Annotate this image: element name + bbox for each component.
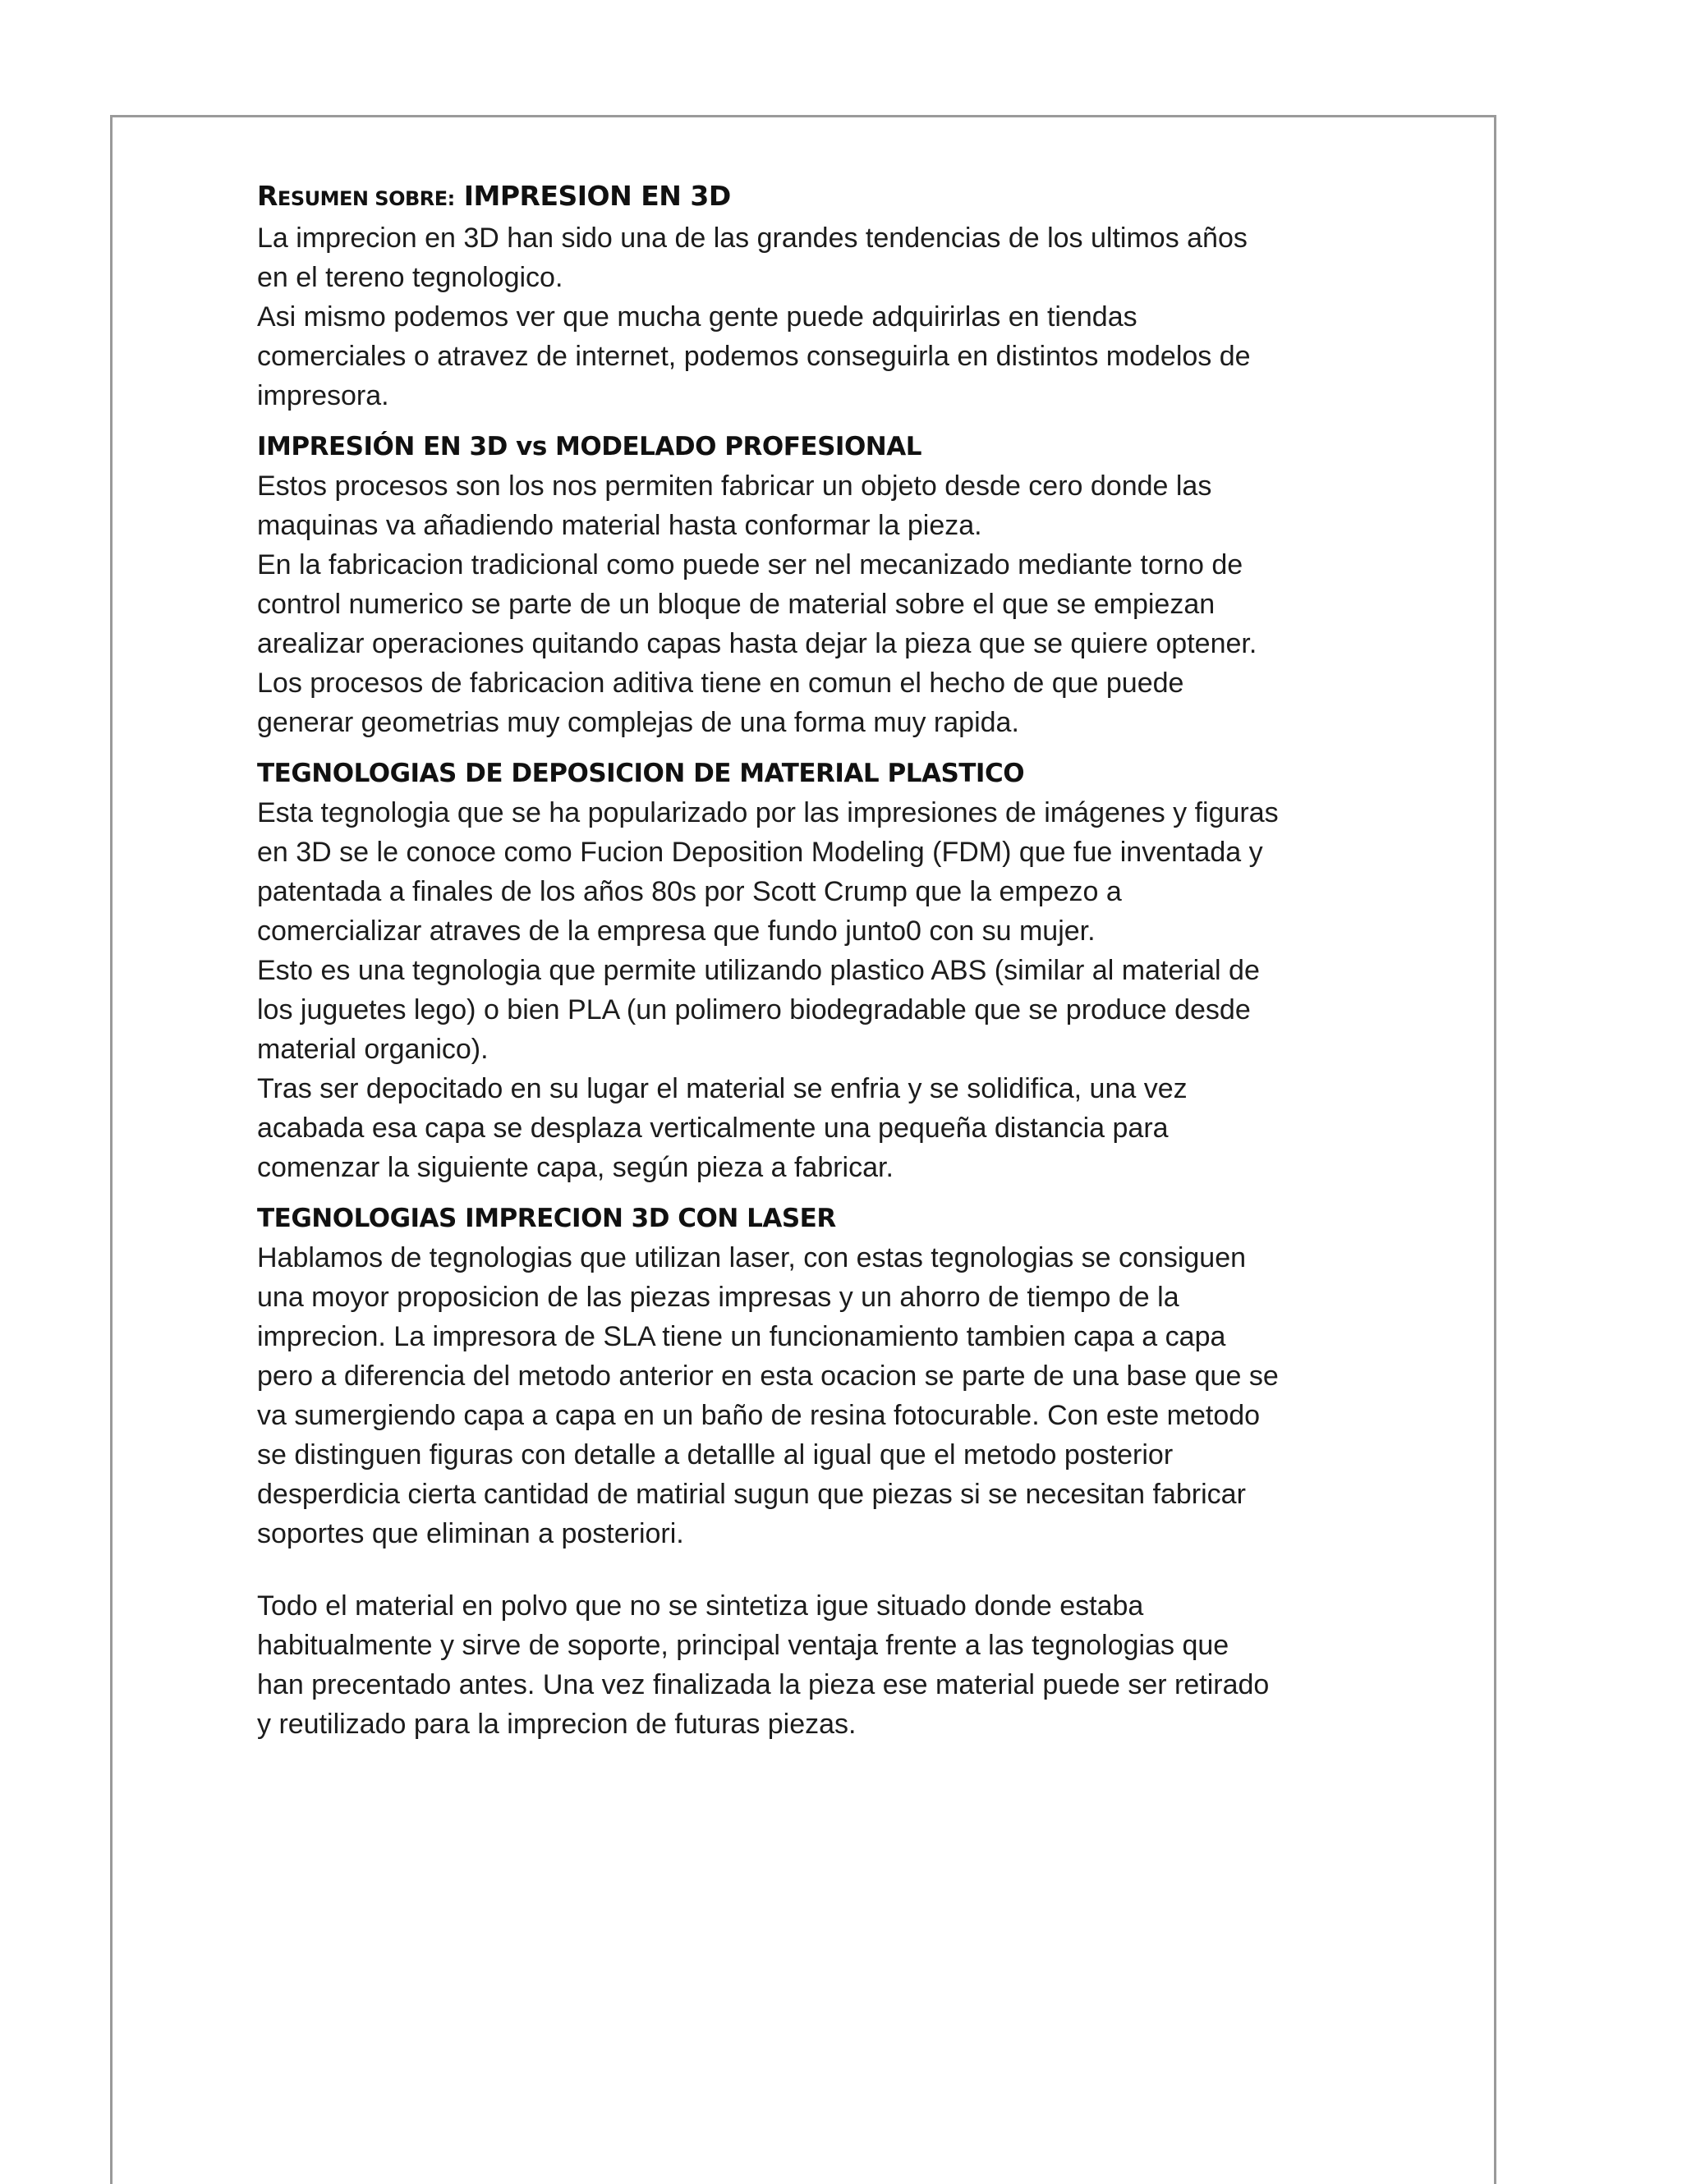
text-line: Tras ser depocitado en su lugar el material se enfria y se solidifica, una vez [257,1073,1188,1104]
section-heading: TEGNOLOGIAS DE DEPOSICION DE MATERIAL PLASTICO [257,759,1025,788]
section-heading: IMPRESIÓN EN 3D vs MODELADO PROFESIONAL [257,432,921,461]
text-line: una moyor proposicion de las piezas impresas y un ahorro de tiempo de la [257,1282,1179,1313]
text-line: maquinas va añadiendo material hasta conformar la pieza. [257,510,982,541]
text-line: Estos procesos son los nos permiten fabricar un objeto desde cero donde las [257,470,1212,502]
text-line: en el tereno tegnologico. [257,262,563,293]
text-line: pero a diferencia del metodo anterior en esta ocacion se parte de una base que se [257,1360,1279,1392]
document-content [257,177,1407,1755]
text-line: Esta tegnologia que se ha popularizado por las impresiones de imágenes y figuras [257,797,1279,828]
text-line: soportes que eliminan a posteriori. [257,1518,684,1549]
text-line: control numerico se parte de un bloque de material sobre el que se empiezan [257,589,1216,620]
text-line: material organico). [257,1034,489,1065]
text-line: y reutilizado para la imprecion de futuras piezas. [257,1709,857,1740]
text-line: Todo el material en polvo que no se sintetiza igue situado donde estaba [257,1590,1144,1622]
text-line: patentada a finales de los años 80s por Scott Crump que la empezo a [257,876,1122,907]
text-line: impresora. [257,380,389,411]
text-line: se distinguen figuras con detalle a detallle al igual que el metodo posterior [257,1439,1174,1471]
text-line: Hablamos de tegnologias que utilizan laser, con estas tegnologias se consiguen [257,1242,1247,1273]
paragraph [257,663,1407,742]
text-line: arealizar operaciones quitando capas hasta dejar la pieza que se quiere optener. [257,628,1257,659]
text-line: imprecion. La impresora de SLA tiene un funcionamiento tambien capa a capa [257,1321,1226,1352]
text-line: han precentado antes. Una vez finalizada la pieza ese material puede ser retirado [257,1669,1270,1700]
heading-prefix-rest: ESUMEN SOBRE: [277,187,455,210]
paragraph [257,297,1407,415]
text-line: generar geometrias muy complejas de una forma muy rapida. [257,707,1019,738]
section-powder [257,1586,1407,1744]
paragraph [257,218,1407,297]
section-heading [257,177,1407,218]
paragraph [257,1238,1407,1553]
section-fdm [257,754,1407,1187]
paragraph [257,951,1407,1069]
text-line: Los procesos de fabricacion aditiva tiene en comun el hecho de que puede [257,668,1184,699]
text-line: acabada esa capa se desplaza verticalmente una pequeña distancia para [257,1113,1169,1144]
text-line: Asi mismo podemos ver que mucha gente puede adquirirlas en tiendas [257,301,1137,333]
text-line: comerciales o atravez de internet, podemos conseguirla en distintos modelos de [257,341,1251,372]
paragraph [257,793,1407,951]
paragraph [257,1586,1407,1744]
paragraph [257,466,1407,545]
text-line: comenzar la siguiente capa, según pieza a fabricar. [257,1152,894,1183]
paragraph [257,1069,1407,1187]
text-line: va sumergiendo capa a capa en un baño de resina fotocurable. Con este metodo [257,1400,1261,1431]
paragraph-gap [257,1565,1407,1586]
text-line: los juguetes lego) o bien PLA (un polimero biodegradable que se produce desde [257,994,1251,1025]
paragraph [257,545,1407,663]
section-summary [257,177,1407,415]
text-line: desperdicia cierta cantidad de matirial sugun que piezas si se necesitan fabricar [257,1479,1246,1510]
text-line: en 3D se le conoce como Fucion Deposition Modeling (FDM) que fue inventada y [257,837,1263,868]
section-3d-vs-modeling [257,427,1407,742]
text-line: Esto es una tegnologia que permite utilizando plastico ABS (similar al material de [257,955,1260,986]
text-line: En la fabricacion tradicional como puede ser nel mecanizado mediante torno de [257,549,1243,580]
heading-prefix-initial: R [257,180,278,212]
text-line: La imprecion en 3D han sido una de las grandes tendencias de los ultimos años [257,223,1248,254]
section-laser [257,1199,1407,1553]
text-line: comercializar atraves de la empresa que fundo junto0 con su mujer. [257,915,1096,947]
section-heading: TEGNOLOGIAS IMPRECION 3D CON LASER [257,1204,836,1233]
heading-main-title: IMPRESION EN 3D [454,180,731,212]
text-line: habitualmente y sirve de soporte, principal ventaja frente a las tegnologias que [257,1630,1229,1661]
